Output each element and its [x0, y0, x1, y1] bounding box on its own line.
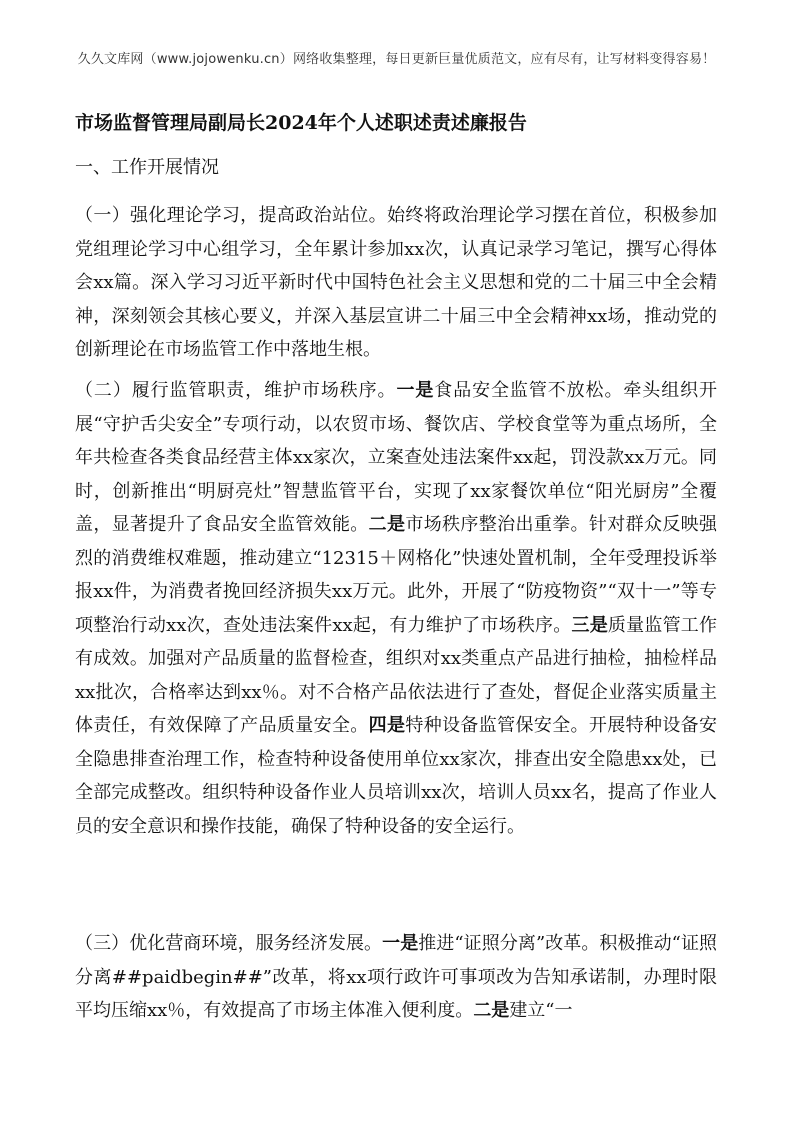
point-marker: 一是	[382, 933, 419, 954]
point-marker: 二是	[368, 514, 406, 535]
section-heading: 一、工作开展情况	[75, 157, 219, 178]
point-text: 质量监管工作有成效。加强对产品质量的监督检查，组织对xx类重点产品进行抽检，抽检样品xx批次，合格率达到xx％。对不合格产品依法进行了查处，督促企业落实质量主体责任，有效保障了产品质量安全。	[75, 614, 718, 736]
paragraph-business-environment	[75, 927, 717, 1028]
point-text: 市场秩序整治出重拳。针对群众反映强烈的消费维权难题，推动建立“12315＋网格化”快速处置机制，全年受理投诉举报xx件，为消费者挽回经济损失xx万元。此外，开展了“防疫物资”“双十一”等专项整治行动xx次，查处违法案件xx起，有力维护了市场秩序。	[75, 514, 718, 636]
point-marker: 三是	[571, 614, 608, 636]
point-text: 推进“证照分离”改革。积极推动“证照分离##paidbegin##”改革，将xx项行政许可事项改为告知承诺制，办理时限平均压缩xx％，有效提高了市场主体准入便利度。	[75, 933, 718, 1021]
paragraph-market-supervision	[75, 374, 717, 843]
point-text: 特种设备监管保安全。开展特种设备安全隐患排查治理工作，检查特种设备使用单位xx家次，排查出安全隐患xx处，已全部完成整改。组织特种设备作业人员培训xx次，培训人员xx名，提高了作业人员的安全意识和操作技能，确保了特种设备的安全运行。	[75, 715, 718, 837]
site-header: 久久文库网（www.jojowenku.cn）网络收集整理，每日更新巨量优质范文，应有尽有，让写材料变得容易！	[77, 52, 716, 67]
point-marker: 四是	[368, 715, 406, 736]
document-title: 市场监督管理局副局长2024年个人述职述责述廉报告	[75, 112, 527, 134]
point-marker: 二是	[473, 1000, 510, 1021]
point-text: 建立“一	[509, 1000, 573, 1021]
paragraph-lead: （三）优化营商环境，服务经济发展。	[75, 933, 383, 954]
point-marker: 一是	[396, 380, 435, 401]
paragraph-lead: （二）履行监管职责，维护市场秩序。	[75, 380, 397, 401]
paragraph-theory-study: （一）强化理论学习，提高政治站位。始终将政治理论学习摆在首位，积极参加党组理论学习中心组学习，全年累计参加xx次，认真记录学习笔记，撰写心得体会xx篇。深入学习习近平新时代中国特色社会主义思想和党的二十届三中全会精神，深刻领会其核心要义，并深入基层宣讲二十届三中全会精神xx场，推动党的创新理论在市场监管工作中落地生根。	[75, 205, 717, 360]
point-text: 食品安全监管不放松。牵头组织开展“守护舌尖安全”专项行动，以农贸市场、餐饮店、学校食堂等为重点场所，全年共检查各类食品经营主体xx家次，立案查处违法案件xx起，罚没款xx万元。同时，创新推出“明厨亮灶”智慧监管平台，实现了xx家餐饮单位“阳光厨房”全覆盖，显著提升了食品安全监管效能。	[75, 380, 718, 535]
